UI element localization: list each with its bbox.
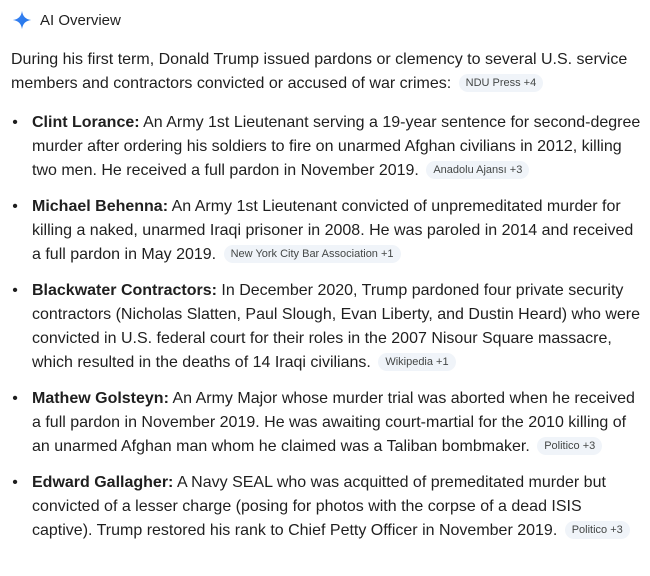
ai-overview-header (12, 8, 121, 32)
item-text: An Army 1st Lieutenant serving a 19-year sentence for second-degree murder after ordering his soldiers to fire on unarmed Afghan civilians in 2012, killing two men. He received a full pardon in November 2019. (32, 114, 641, 179)
intro-paragraph (11, 48, 641, 96)
list-item (0, 195, 650, 267)
list-item (0, 387, 650, 459)
item-text: A Navy SEAL who was acquitted of premeditated murder but convicted of a lesser charge (posing for photos with the corpse of a dead ISIS captive). Trump restored his rank to Chief Petty Officer in November 2019. (32, 474, 606, 539)
item-text: In December 2020, Trump pardoned four private security contractors (Nicholas Slatten, Paul Slough, Evan Liberty, and Dustin Heard) who were convicted in U.S. federal court for their roles in the 2007 Nisour Square massacre, which resulted in the deaths of 14 Iraqi civilians. (32, 282, 641, 371)
source-chip[interactable]: Wikipedia +1 (378, 353, 455, 371)
item-name: Mathew Golsteyn: (32, 390, 169, 407)
item-name: Blackwater Contractors: (32, 282, 217, 299)
bullet: • (12, 390, 18, 407)
item-text: An Army 1st Lieutenant convicted of unpremeditated murder for killing a naked, unarmed Iraqi prisoner in 2008. He was paroled in 2014 and received a full pardon in May 2019. (32, 198, 634, 263)
source-chip[interactable]: Anadolu Ajansı +3 (426, 161, 529, 179)
list-item (0, 279, 650, 375)
item-name: Edward Gallagher: (32, 474, 174, 491)
item-name: Clint Lorance: (32, 114, 140, 131)
pardon-list (0, 111, 650, 555)
source-chip[interactable]: Politico +3 (537, 437, 602, 455)
bullet: • (12, 114, 18, 131)
source-chip[interactable]: New York City Bar Association +1 (224, 245, 401, 263)
list-item (0, 111, 650, 183)
bullet: • (12, 198, 18, 215)
intro-text: During his first term, Donald Trump issued pardons or clemency to several U.S. service members and contractors convicted or accused of war crimes: (11, 51, 628, 92)
source-chip[interactable]: Politico +3 (565, 521, 630, 539)
bullet: • (12, 474, 18, 491)
item-text: An Army Major whose murder trial was aborted when he received a full pardon in November 2019. He was awaiting court-martial for the 2010 killing of an unarmed Afghan man whom he claimed was a Taliban bombmaker. (32, 390, 635, 455)
ai-overview-title: AI Overview (40, 11, 121, 29)
sparkle-icon (12, 10, 32, 30)
source-chip[interactable]: NDU Press +4 (459, 74, 544, 92)
bullet: • (12, 282, 18, 299)
list-item (0, 471, 650, 543)
item-name: Michael Behenna: (32, 198, 169, 215)
